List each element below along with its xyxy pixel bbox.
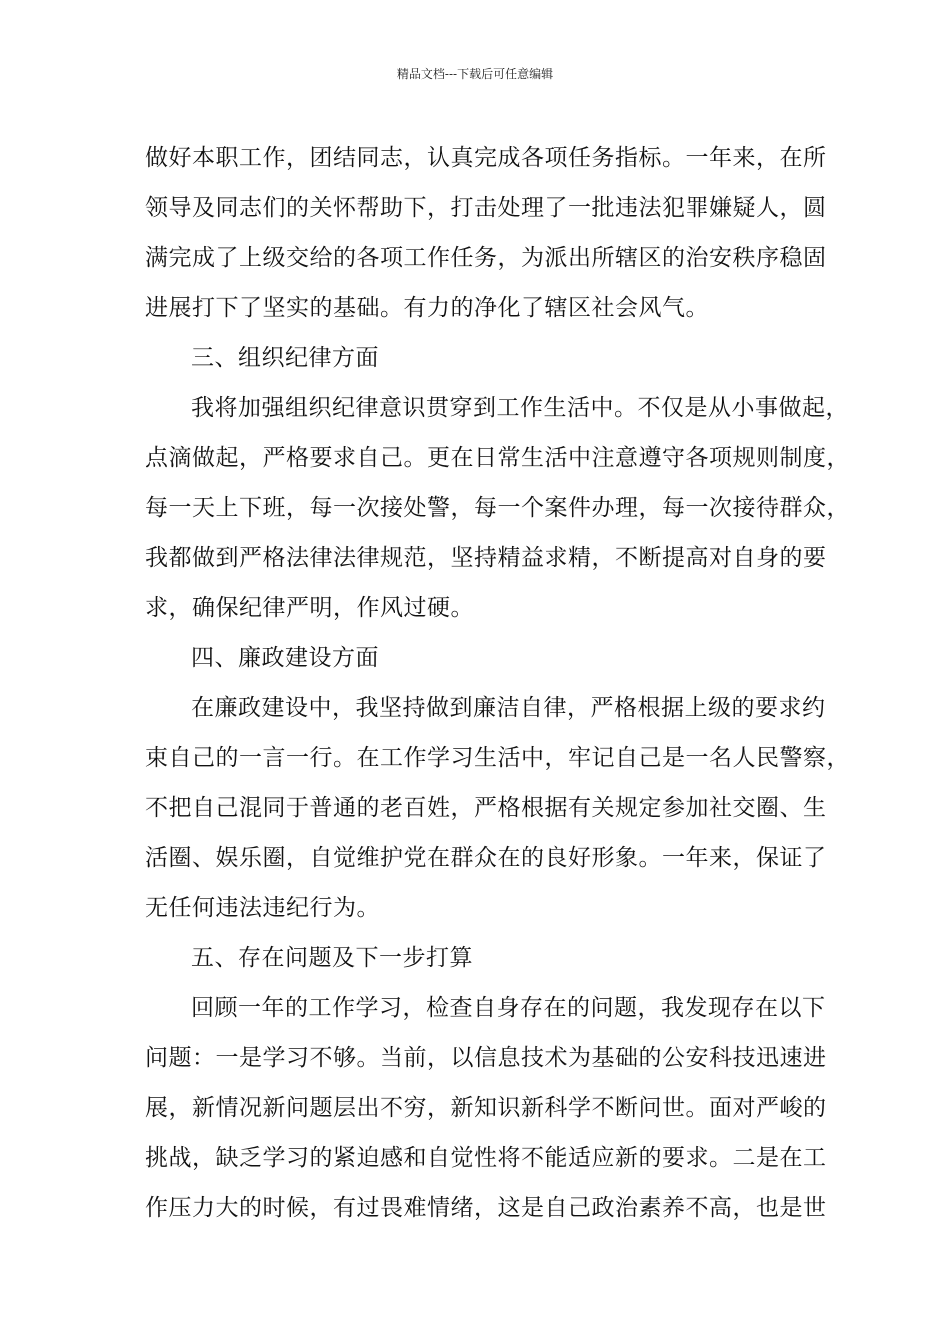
paragraph-line: 无任何违法违纪行为。 (145, 895, 380, 921)
paragraph-line: 不把自己混同于普通的老百姓，严格根据有关规定参加社交圈、生 (145, 795, 827, 821)
paragraph-line: 活圈、娱乐圈，自觉维护党在群众在的良好形象。一年来，保证了 (145, 845, 827, 871)
paragraph-line: 问题：一是学习不够。当前，以信息技术为基础的公安科技迅速进 (145, 1045, 827, 1071)
section-heading: 三、组织纪律方面 (191, 345, 379, 371)
paragraph-line: 领导及同志们的关怀帮助下，打击处理了一批违法犯罪嫌疑人，圆 (145, 195, 827, 221)
paragraph-line: 回顾一年的工作学习，检查自身存在的问题，我发现存在以下 (191, 995, 826, 1021)
section-heading: 四、廉政建设方面 (191, 645, 379, 671)
paragraph-line: 展，新情况新问题层出不穷，新知识新科学不断问世。面对严峻的 (145, 1095, 827, 1121)
section-heading: 五、存在问题及下一步打算 (191, 945, 473, 971)
document-body (145, 133, 850, 1233)
paragraph-line: 满完成了上级交给的各项工作任务，为派出所辖区的治安秩序稳固 (145, 245, 827, 271)
paragraph-line: 进展打下了坚实的基础。有力的净化了辖区社会风气。 (145, 295, 709, 321)
paragraph-line: 在廉政建设中，我坚持做到廉洁自律，严格根据上级的要求约 (191, 695, 826, 721)
paragraph-line: 求，确保纪律严明，作风过硬。 (145, 595, 474, 621)
paragraph-line: 做好本职工作，团结同志，认真完成各项任务指标。一年来，在所 (145, 145, 827, 171)
paragraph-line: 作压力大的时候，有过畏难情绪，这是自己政治素养不高，也是世 (145, 1195, 827, 1221)
paragraph-line: 束自己的一言一行。在工作学习生活中，牢记自己是一名人民警察， (145, 745, 850, 771)
paragraph-line: 我将加强组织纪律意识贯穿到工作生活中。不仅是从小事做起， (191, 395, 849, 421)
paragraph-line: 点滴做起，严格要求自己。更在日常生活中注意遵守各项规则制度， (145, 445, 850, 471)
paragraph-line: 每一天上下班，每一次接处警，每一个案件办理，每一次接待群众， (145, 495, 850, 521)
paragraph-line: 挑战，缺乏学习的紧迫感和自觉性将不能适应新的要求。二是在工 (145, 1145, 827, 1171)
page-header: 精品文档---下载后可任意编辑 (396, 67, 554, 81)
paragraph-line: 我都做到严格法律法律规范，坚持精益求精，不断提高对自身的要 (145, 545, 827, 571)
